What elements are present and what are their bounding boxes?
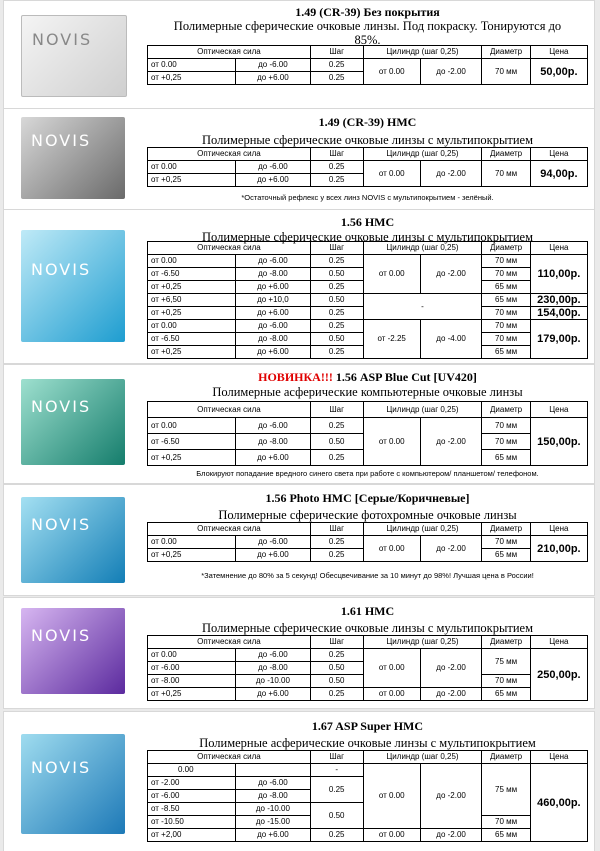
cell: до -8.00 — [236, 268, 311, 281]
cell: от 0.00 — [148, 649, 236, 662]
cell: 0.25 — [310, 688, 363, 701]
cell: 0.25 — [310, 777, 363, 803]
product-card — [3, 0, 595, 109]
cell: 0.25 — [310, 649, 363, 662]
section-title: 1.67 ASP Super HMC — [311, 719, 424, 733]
cell: до -10.00 — [236, 803, 311, 816]
header-price: Цена — [530, 402, 587, 418]
cell: 70 мм — [482, 161, 530, 187]
cell: 65 мм — [482, 688, 530, 701]
price-cell: 250,00р. — [530, 649, 587, 701]
box-brand: NOVIS — [31, 260, 92, 279]
cell: от 0.00 — [363, 688, 420, 701]
cell: до -6.00 — [236, 536, 311, 549]
cell: 70 мм — [482, 320, 530, 333]
cell: 70 мм — [482, 59, 530, 85]
section-subtitle: Полимерные асферические компьютерные очковые линзы — [212, 385, 523, 399]
cell: до -8.00 — [236, 662, 311, 675]
cell — [236, 764, 311, 777]
box-brand: NOVIS — [31, 515, 92, 534]
product-box-image — [21, 230, 125, 342]
cell: от -10.50 — [148, 816, 236, 829]
cell: до +6.00 — [236, 549, 311, 562]
box-brand: NOVIS — [31, 758, 92, 777]
section-subtitle: Полимерные сферические очковые линзы. Под покраску. Тонируются до 85%. — [173, 19, 562, 47]
price-table — [147, 241, 588, 359]
cell: до -6.00 — [236, 649, 311, 662]
price-cell: 150,00р. — [530, 418, 587, 466]
header-power: Оптическая сила — [148, 148, 311, 161]
section-subtitle: Полимерные сферические очковые линзы с мультипокрытием — [201, 230, 534, 244]
cell: от -6.50 — [148, 333, 236, 346]
header-power: Оптическая сила — [148, 46, 311, 59]
cell: от -8.50 — [148, 803, 236, 816]
header-price: Цена — [530, 46, 587, 59]
header-step: Шаг — [310, 148, 363, 161]
product-box-image — [21, 734, 125, 834]
cell: до +6.00 — [236, 281, 311, 294]
cell: до -6.00 — [236, 418, 311, 434]
product-box-image — [21, 117, 125, 199]
header-diameter: Диаметр — [482, 402, 530, 418]
section-title: 1.56 HMC — [340, 215, 395, 229]
cell: от 0.00 — [363, 536, 420, 562]
cell: 0.25 — [310, 255, 363, 268]
section-note: *Остаточный рефлекс у всех линз NOVIS с мультипокрытием - зелёный. — [241, 193, 494, 202]
cell: до -10.00 — [236, 675, 311, 688]
section-subtitle: Полимерные асферические очковые линзы с мультипокрытием — [199, 736, 536, 750]
cell: до +6.00 — [236, 450, 311, 466]
product-box-image — [21, 15, 127, 97]
header-price: Цена — [530, 751, 587, 764]
header-power: Оптическая сила — [148, 402, 311, 418]
header-cylinder: Цилиндр (шаг 0,25) — [363, 523, 482, 536]
cell: до +6.00 — [236, 174, 311, 187]
cell: от 0.00 — [148, 59, 236, 72]
cell: 0.50 — [310, 333, 363, 346]
header-step: Шаг — [310, 46, 363, 59]
cell: от +0,25 — [148, 281, 236, 294]
price-cell: 230,00р. — [530, 294, 587, 307]
header-step: Шаг — [310, 523, 363, 536]
cell: до -2.00 — [420, 649, 482, 688]
cell: 0.50 — [310, 294, 363, 307]
cell: до -2.00 — [420, 829, 482, 842]
product-box-image — [21, 379, 125, 465]
cell: 70 мм — [482, 536, 530, 549]
cell: до -2.00 — [420, 161, 482, 187]
cell: 0.25 — [310, 346, 363, 359]
header-diameter: Диаметр — [482, 242, 530, 255]
cell: 70 мм — [482, 333, 530, 346]
header-cylinder: Цилиндр (шаг 0,25) — [363, 751, 482, 764]
product-box-image — [21, 608, 125, 694]
product-card — [3, 484, 595, 596]
cell: 0.50 — [310, 803, 363, 829]
product-card — [3, 597, 595, 709]
cell: 70 мм — [482, 307, 530, 320]
cell: до -8.00 — [236, 790, 311, 803]
cell: от -2.00 — [148, 777, 236, 790]
cell: до +10,0 — [236, 294, 311, 307]
cell: 70 мм — [482, 434, 530, 450]
cell: от 0.00 — [363, 255, 420, 294]
cell: до -2.00 — [420, 536, 482, 562]
cell: 0.00 — [148, 764, 236, 777]
cell: от +2,00 — [148, 829, 236, 842]
cell: от 0.00 — [363, 161, 420, 187]
section-title — [147, 370, 588, 384]
price-table — [147, 45, 588, 85]
box-brand: NOVIS — [31, 397, 92, 416]
cell: 70 мм — [482, 675, 530, 688]
cell: 70 мм — [482, 418, 530, 434]
section-note: Блокируют попадание вредного синего света при работе с компьютером/ планшетом/ телефоном. — [196, 469, 539, 478]
cell: от 0.00 — [363, 59, 420, 85]
cell: от 0.00 — [363, 764, 420, 829]
cell: до -6.00 — [236, 777, 311, 790]
cell: от +6,50 — [148, 294, 236, 307]
price-cell: 210,00р. — [530, 536, 587, 562]
cell: до +6.00 — [236, 346, 311, 359]
cell: от -2.25 — [363, 320, 420, 359]
price-cell: 50,00р. — [530, 59, 587, 85]
cell: 0.25 — [310, 72, 363, 85]
header-step: Шаг — [310, 402, 363, 418]
section-title: 1.61 HMC — [340, 604, 395, 618]
cell: до -8.00 — [236, 434, 311, 450]
section-title: 1.49 (CR-39) Без покрытия — [295, 5, 440, 19]
section-title-text: 1.56 ASP Blue Cut [UV420] — [335, 370, 477, 384]
price-table — [147, 750, 588, 842]
price-cell: 460,00р. — [530, 764, 587, 842]
header-price: Цена — [530, 636, 587, 649]
new-badge: НОВИНКА!!! — [258, 370, 333, 384]
price-cell: 179,00р. — [530, 320, 587, 359]
cell: от -6.00 — [148, 662, 236, 675]
product-box-image — [21, 497, 125, 583]
cell: до -6.00 — [236, 255, 311, 268]
cell: 65 мм — [482, 450, 530, 466]
header-price: Цена — [530, 148, 587, 161]
price-cell: 94,00р. — [530, 161, 587, 187]
cell: 0.50 — [310, 662, 363, 675]
cell: от +0,25 — [148, 72, 236, 85]
section-title: 1.49 (CR-39) HMC — [318, 115, 417, 129]
cell: от 0.00 — [148, 161, 236, 174]
header-diameter: Диаметр — [482, 523, 530, 536]
cell: 70 мм — [482, 816, 530, 829]
cell: до +6.00 — [236, 829, 311, 842]
cell: от +0,25 — [148, 549, 236, 562]
cell: от 0.00 — [148, 418, 236, 434]
header-diameter: Диаметр — [482, 751, 530, 764]
header-price: Цена — [530, 242, 587, 255]
cell: 70 мм — [482, 255, 530, 268]
cell: до -2.00 — [420, 688, 482, 701]
header-power: Оптическая сила — [148, 242, 311, 255]
section-title: 1.56 Photo HMC [Серые/Коричневые] — [265, 491, 470, 505]
cell: 70 мм — [482, 268, 530, 281]
cell: от 0.00 — [148, 320, 236, 333]
section-note: *Затемнение до 80% за 5 секунд! Обесцвечивание за 10 минут до 98%! Лучшая цена в России! — [201, 571, 534, 580]
cell: от +0,25 — [148, 688, 236, 701]
price-table — [147, 635, 588, 701]
header-price: Цена — [530, 523, 587, 536]
cell: 0.25 — [310, 161, 363, 174]
cell: 0.25 — [310, 450, 363, 466]
cell: 0.25 — [310, 59, 363, 72]
header-step: Шаг — [310, 751, 363, 764]
header-diameter: Диаметр — [482, 46, 530, 59]
cell: до +6.00 — [236, 307, 311, 320]
cell: 65 мм — [482, 346, 530, 359]
cell: 0.50 — [310, 434, 363, 450]
cell: 0.25 — [310, 829, 363, 842]
price-cell: 154,00р. — [530, 307, 587, 320]
cell: до -6.00 — [236, 320, 311, 333]
cell: до +6.00 — [236, 72, 311, 85]
cell: - — [363, 294, 482, 320]
cell: от +0,25 — [148, 450, 236, 466]
section-subtitle: Полимерные сферические очковые линзы с мультипокрытием — [201, 621, 534, 635]
header-cylinder: Цилиндр (шаг 0,25) — [363, 242, 482, 255]
cell: от +0,25 — [148, 307, 236, 320]
product-card — [3, 209, 595, 364]
box-brand: NOVIS — [31, 626, 92, 645]
cell: от 0.00 — [363, 649, 420, 688]
price-cell: 110,00р. — [530, 255, 587, 294]
cell: 0.25 — [310, 320, 363, 333]
section-subtitle: Полимерные сферические очковые линзы с мультипокрытием — [201, 133, 534, 147]
box-brand: NOVIS — [32, 30, 93, 49]
box-brand: NOVIS — [31, 131, 92, 150]
cell: - — [310, 764, 363, 777]
cell: до -6.00 — [236, 161, 311, 174]
cell: до -15.00 — [236, 816, 311, 829]
header-diameter: Диаметр — [482, 636, 530, 649]
cell: 0.50 — [310, 675, 363, 688]
cell: от -6.00 — [148, 790, 236, 803]
header-power: Оптическая сила — [148, 636, 311, 649]
cell: 0.25 — [310, 418, 363, 434]
header-step: Шаг — [310, 242, 363, 255]
header-cylinder: Цилиндр (шаг 0,25) — [363, 148, 482, 161]
cell: от -6.50 — [148, 434, 236, 450]
cell: 65 мм — [482, 829, 530, 842]
product-card — [3, 364, 595, 484]
section-subtitle: Полимерные сферические фотохромные очковые линзы — [218, 508, 517, 522]
cell: 0.25 — [310, 536, 363, 549]
cell: от +0,25 — [148, 346, 236, 359]
cell: до +6.00 — [236, 688, 311, 701]
header-cylinder: Цилиндр (шаг 0,25) — [363, 46, 482, 59]
header-step: Шаг — [310, 636, 363, 649]
cell: до -2.00 — [420, 764, 482, 829]
header-cylinder: Цилиндр (шаг 0,25) — [363, 636, 482, 649]
cell: 0.25 — [310, 281, 363, 294]
cell: от 0.00 — [363, 418, 420, 466]
cell: до -8.00 — [236, 333, 311, 346]
cell: 65 мм — [482, 549, 530, 562]
cell: 65 мм — [482, 294, 530, 307]
cell: от 0.00 — [148, 255, 236, 268]
cell: 75 мм — [482, 764, 530, 816]
cell: до -2.00 — [420, 255, 482, 294]
cell: 75 мм — [482, 649, 530, 675]
cell: до -6.00 — [236, 59, 311, 72]
cell: до -2.00 — [420, 418, 482, 466]
cell: 0.25 — [310, 307, 363, 320]
header-diameter: Диаметр — [482, 148, 530, 161]
header-power: Оптическая сила — [148, 751, 311, 764]
cell: 0.25 — [310, 549, 363, 562]
price-table — [147, 147, 588, 187]
header-power: Оптическая сила — [148, 523, 311, 536]
cell: от -6.50 — [148, 268, 236, 281]
cell: 0.50 — [310, 268, 363, 281]
price-table — [147, 401, 588, 466]
product-card — [3, 711, 595, 851]
cell: 0.25 — [310, 174, 363, 187]
cell: от -8.00 — [148, 675, 236, 688]
cell: до -2.00 — [420, 59, 482, 85]
cell: 65 мм — [482, 281, 530, 294]
cell: от 0.00 — [148, 536, 236, 549]
cell: от 0.00 — [363, 829, 420, 842]
header-cylinder: Цилиндр (шаг 0,25) — [363, 402, 482, 418]
price-table — [147, 522, 588, 562]
cell: до -4.00 — [420, 320, 482, 359]
product-card — [3, 108, 595, 210]
cell: от +0,25 — [148, 174, 236, 187]
